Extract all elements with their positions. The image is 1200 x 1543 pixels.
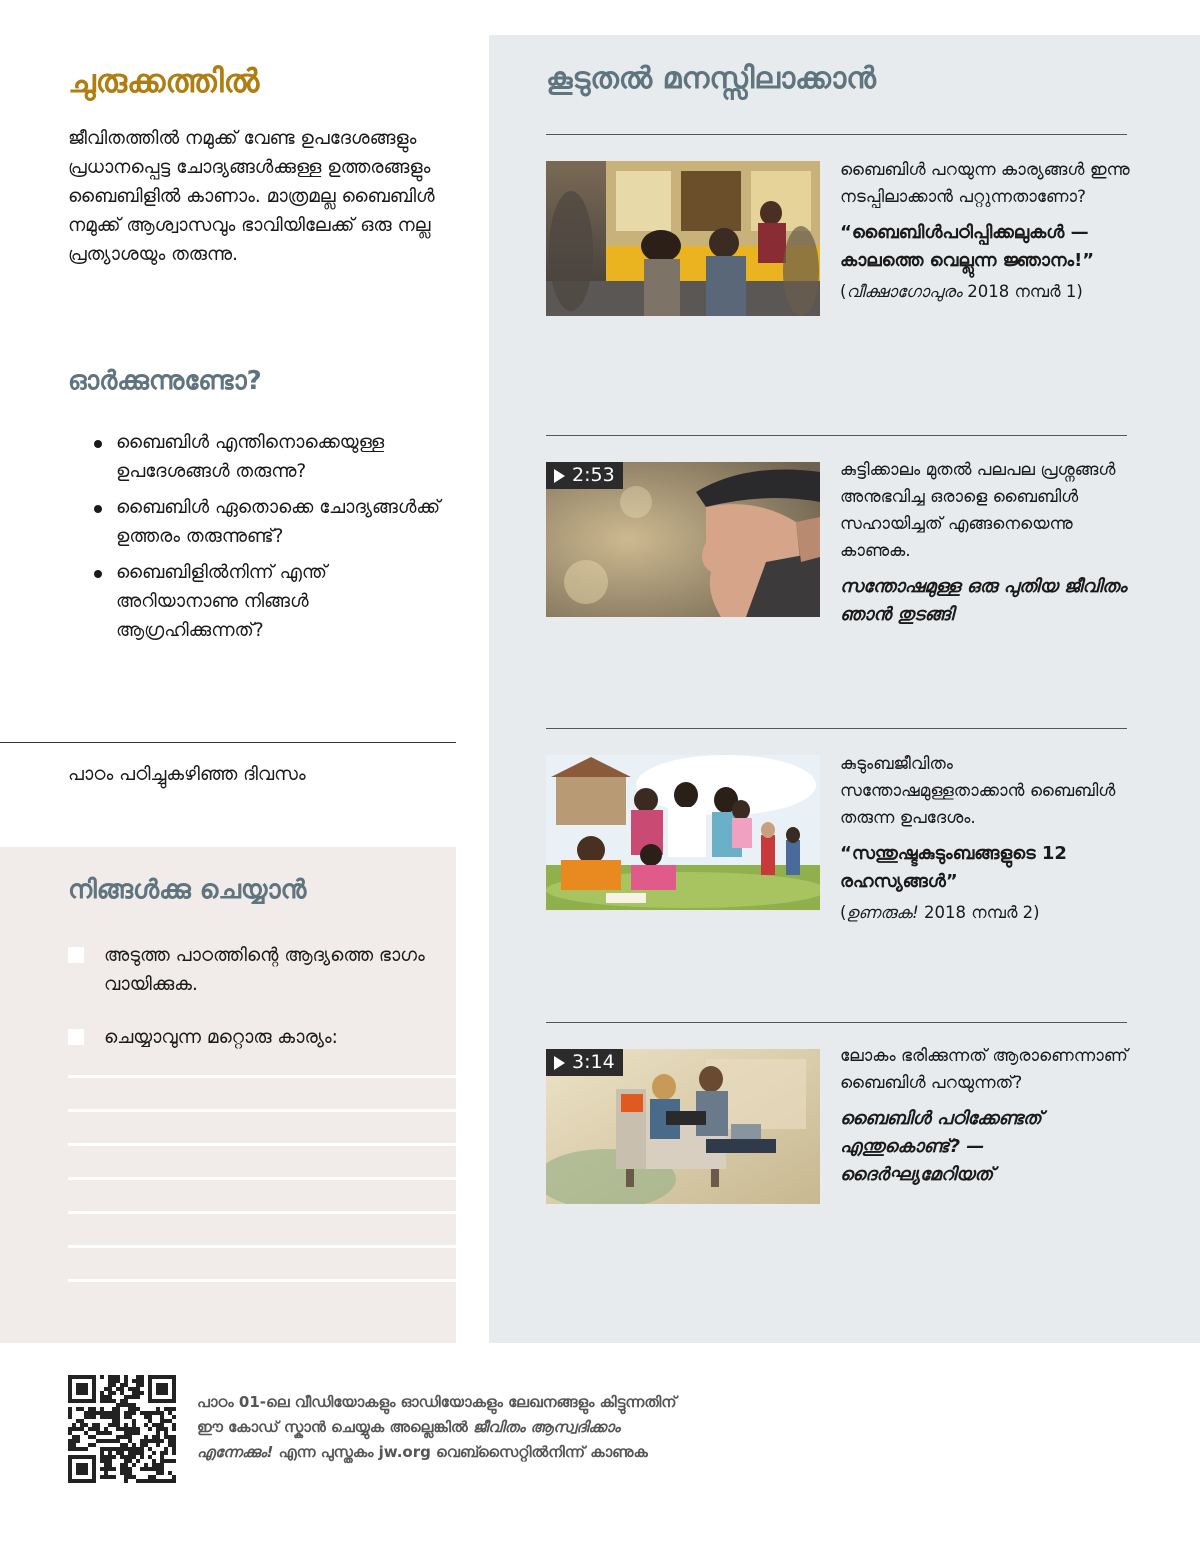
remember-list xyxy=(94,428,444,652)
checkbox[interactable] xyxy=(68,947,84,963)
writing-line[interactable] xyxy=(68,1143,456,1146)
writing-line[interactable] xyxy=(68,1075,456,1078)
source-publication: ഉണരുക! xyxy=(846,903,919,922)
card-description: കുടുംബജീവിതം സന്തോഷമുള്ളതാക്കാൻ ബൈബിൾ തരുന്ന ഉപദേശം. xyxy=(840,754,1116,828)
todo-title: നിങ്ങൾക്കു ചെയ്യാൻ xyxy=(68,875,307,905)
remember-item: ബൈബിളിൽനിന്ന് എന്ത് അറിയാനാണു നിങ്ങൾ ആഗ്രഹിക്കുന്നത്? xyxy=(94,558,444,645)
card-text xyxy=(840,157,1130,305)
video-duration: 2:53 xyxy=(572,464,615,486)
writing-line[interactable] xyxy=(68,1211,456,1214)
train-station-image xyxy=(546,161,820,316)
source-publication: വീക്ഷാഗോപുരം xyxy=(846,282,962,301)
video-duration-badge xyxy=(546,462,623,489)
card-divider xyxy=(546,1022,1127,1023)
source-paren: ( xyxy=(840,903,847,922)
writing-line[interactable] xyxy=(68,1279,456,1282)
card-divider xyxy=(546,435,1127,436)
remember-item: ബൈബിൾ ഏതൊക്കെ ചോദ്യങ്ങൾക്ക് ഉത്തരം തരുന്നുണ്ട്? xyxy=(94,493,444,551)
date-divider xyxy=(0,742,456,743)
play-icon xyxy=(554,469,565,483)
card-link-title[interactable]: “ബൈബിൾപഠിപ്പിക്കലുകൾ —കാലത്തെ വെല്ലുന്ന ജ്ഞാനം!” xyxy=(840,222,1095,271)
writing-line[interactable] xyxy=(68,1245,456,1248)
more-panel xyxy=(489,35,1200,1343)
card-text xyxy=(840,751,1130,926)
card-thumbnail-train[interactable] xyxy=(546,161,820,316)
checkbox[interactable] xyxy=(68,1029,84,1045)
summary-title: ചുരുക്കത്തിൽ xyxy=(68,62,260,100)
writing-line[interactable] xyxy=(68,1177,456,1180)
more-title: കൂടുതൽ മനസ്സിലാക്കാൻ xyxy=(546,61,876,96)
play-icon xyxy=(554,1056,565,1070)
footer-text xyxy=(197,1390,687,1465)
card-text xyxy=(840,1043,1130,1189)
card-source xyxy=(840,900,1130,926)
card-link-title[interactable]: “സന്തുഷ്ടകുടുംബങ്ങളുടെ 12 രഹസ്യങ്ങൾ” xyxy=(840,843,1067,892)
date-label: പാഠം പഠിച്ചുകഴിഞ്ഞ ദിവസം xyxy=(68,764,306,785)
source-issue: 2018 നമ്പർ 2) xyxy=(918,903,1040,922)
card-source xyxy=(840,279,1130,305)
remember-title: ഓർക്കുന്നുണ്ടോ? xyxy=(68,366,262,396)
footer-book-title[interactable]: ജീവിതം ആസ്വദിക്കാം എന്നേക്കും! xyxy=(197,1418,621,1461)
video-duration-badge xyxy=(546,1049,623,1076)
todo-text: ചെയ്യാവുന്ന മറ്റൊരു കാര്യം: xyxy=(104,1027,338,1048)
card-divider xyxy=(546,134,1127,135)
source-paren: ( xyxy=(840,282,847,301)
summary-text: ജീവിതത്തിൽ നമുക്ക് വേണ്ട ഉപദേശങ്ങളും പ്രധാനപ്പെട്ട ചോദ്യങ്ങൾക്കുള്ള ഉത്തരങ്ങളും ബൈബിളിൽ കാണാം. മാത്രമല്ല ബൈബിൾ നമുക്ക് ആശ്വാസവും ഭാവിയിലേക്ക് ഒരു നല്ല പ്രത്യാശയും തരുന്നു. xyxy=(68,128,435,265)
source-issue: 2018 നമ്പർ 1) xyxy=(962,282,1083,301)
family-collage-image xyxy=(546,755,820,910)
footer-text-part: പാഠം 01-ലെ വീഡിയോകളും ഓഡിയോകളും ലേഖനങ്ങളും കിട്ടുന്നതിന് ഈ കോഡ് സ്കാൻ ചെയ്യുക അല്ലെങ്കിൽ xyxy=(197,1393,677,1436)
card-thumbnail-video-couple[interactable] xyxy=(546,1049,820,1204)
card-description: കുട്ടിക്കാലം മുതൽ പലപല പ്രശ്നങ്ങൾ അനുഭവിച്ച ഒരാളെ ബൈബിൾ സഹായിച്ചത് എങ്ങനെയെന്നു കാണുക. xyxy=(840,460,1116,561)
card-thumbnail-video-man[interactable] xyxy=(546,462,820,617)
todo-panel xyxy=(0,847,456,1343)
card-description: ലോകം ഭരിക്കുന്നത് ആരാണെന്നാണ് ബൈബിൾ പറയുന്നത്? xyxy=(840,1046,1128,1093)
remember-item: ബൈബിൾ എന്തിനൊക്കെയുള്ള ഉപദേശങ്ങൾ തരുന്നു? xyxy=(94,428,444,486)
card-link-title[interactable]: സന്തോഷമുള്ള ഒരു പുതിയ ജീവിതം ഞാൻ തുടങ്ങി xyxy=(840,576,1127,625)
todo-text: അടുത്ത പാഠത്തിന്റെ ആദ്യത്തെ ഭാഗം വായിക്കുക. xyxy=(104,945,425,995)
card-text xyxy=(840,457,1130,629)
card-thumbnail-family[interactable] xyxy=(546,755,820,910)
card-description: ബൈബിൾ പറയുന്ന കാര്യങ്ങൾ ഇന്നു നടപ്പിലാക്കാൻ പറ്റുന്നതാണോ? xyxy=(840,160,1130,207)
card-link-title[interactable]: ബൈബിൾ പഠിക്കേണ്ടത് എന്തുകൊണ്ട്? —ദൈർഘ്യമേറിയത് xyxy=(840,1108,1042,1185)
todo-item xyxy=(68,1023,438,1052)
writing-line[interactable] xyxy=(68,1109,456,1112)
card-divider xyxy=(546,728,1127,729)
qr-code[interactable] xyxy=(68,1375,176,1483)
video-duration: 3:14 xyxy=(572,1051,615,1073)
qr-code-icon xyxy=(68,1375,176,1483)
footer-text-part: എന്ന പുസ്തകം jw.org വെബ്സൈറ്റിൽനിന്ന് കാണുക xyxy=(273,1443,648,1461)
todo-item xyxy=(68,941,438,999)
